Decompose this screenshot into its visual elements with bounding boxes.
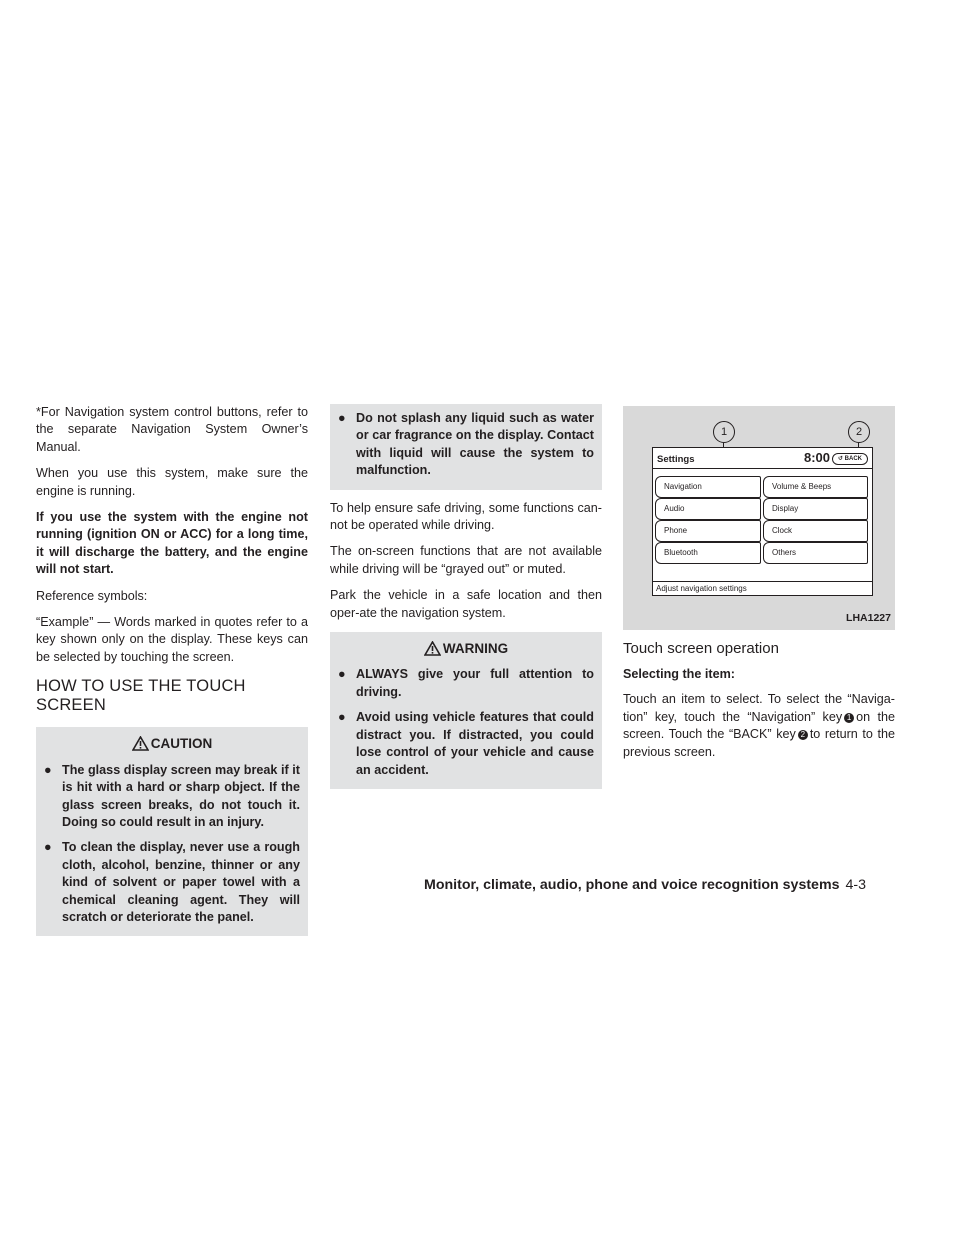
volume-beeps-key[interactable]: Volume & Beeps — [763, 476, 868, 498]
section-title: HOW TO USE THE TOUCH SCREEN — [36, 677, 246, 715]
screen-title: Settings — [657, 454, 695, 465]
caution-title: CAUTION — [44, 735, 300, 752]
warning-list — [338, 666, 594, 778]
callout-1-icon: 1 — [844, 713, 854, 723]
right-column — [623, 406, 895, 770]
subsection-title: Touch screen operation — [623, 640, 779, 657]
warning-triangle-icon — [132, 736, 149, 751]
warning-title: WARNING — [338, 640, 594, 657]
bullet-icon: ● — [338, 411, 346, 425]
battery-warning-text: If you use the system with the engine not running (ignition ON or ACC) for a long time, it will discharge the battery, and the engine will not start. — [36, 510, 308, 577]
engine-running-note: When you use this system, make sure the engine is running. — [36, 466, 308, 498]
callout-1: 1 — [713, 421, 735, 443]
back-button[interactable]: ↺ BACK — [832, 453, 868, 465]
bullet-icon: ● — [338, 710, 346, 725]
caution-box-continued — [330, 404, 602, 490]
bullet-icon: ● — [44, 840, 52, 855]
navigation-key[interactable]: Navigation — [655, 476, 761, 498]
figure-code: LHA1227 — [846, 611, 891, 624]
settings-screen-figure — [623, 406, 895, 630]
reference-symbols-label: Reference symbols: — [36, 588, 148, 603]
caution-list-continued — [338, 410, 594, 480]
screen-header — [653, 448, 872, 469]
clock: 8:00 — [803, 450, 830, 465]
display-key[interactable]: Display — [763, 498, 868, 520]
page-footer — [424, 877, 866, 893]
nav-reference-note: *For Navigation system control buttons, refer to the separate Navigation System Owner’s Manual. — [36, 405, 308, 454]
callout-2-icon: 2 — [798, 730, 808, 740]
list-item: ● To clean the display, never use a rough cloth, alcohol, benzine, thinner or any kind of solvent or paper towel with a chemical cleaning agent. They will scratch or deteriorate the panel. — [44, 840, 300, 924]
example-definition: “Example” — Words marked in quotes refer to a key shown only on the display. These keys can be selected by touching the screen. — [36, 615, 308, 664]
caution-box — [36, 727, 308, 936]
lead-heading: Selecting the item: — [623, 667, 735, 681]
selecting-item-text: Touch an item to select. To select the “Naviga-tion” key, touch the “Navigation” key 1 on the screen. Touch the “BACK” key 2 to return to the previous screen. — [623, 692, 896, 759]
bullet-icon: ● — [338, 667, 346, 682]
page-number: 4-3 — [845, 877, 866, 893]
left-column — [36, 404, 308, 946]
caution-list — [44, 762, 300, 927]
phone-key[interactable]: Phone — [655, 520, 761, 542]
list-item: ● The glass display screen may break if it is hit with a hard or sharp object. If the glass screen breaks, do not touch it. Doing so could result in an injury. — [44, 762, 300, 829]
list-item: ● Avoid using vehicle features that could distract you. If distracted, you could lose control of your vehicle and cause an accident. — [338, 710, 594, 777]
bluetooth-key[interactable]: Bluetooth — [655, 542, 761, 564]
park-vehicle-note: Park the vehicle in a safe location and then oper-ate the navigation system. — [330, 588, 602, 620]
bullet-icon: ● — [44, 762, 52, 777]
callout-2: 2 — [848, 421, 870, 443]
warning-triangle-icon — [424, 641, 441, 656]
chapter-title: Monitor, climate, audio, phone and voice recognition systems — [424, 877, 840, 893]
settings-screen — [652, 447, 873, 596]
safe-driving-note: To help ensure safe driving, some functions can-not be operated while driving. — [330, 500, 602, 533]
others-key[interactable]: Others — [763, 542, 868, 564]
clock-key[interactable]: Clock — [763, 520, 868, 542]
list-item: ● Do not splash any liquid such as water or car fragrance on the display. Contact with liquid will cause the system to malfunction. — [338, 411, 594, 478]
screen-footer: Adjust navigation settings — [653, 581, 872, 595]
list-item: ● ALWAYS give your full attention to driving. — [338, 667, 594, 699]
middle-column — [330, 404, 602, 799]
grayed-out-note: The on-screen functions that are not available while driving will be “grayed out” or muted. — [330, 544, 602, 576]
audio-key[interactable]: Audio — [655, 498, 761, 520]
warning-box — [330, 632, 602, 789]
